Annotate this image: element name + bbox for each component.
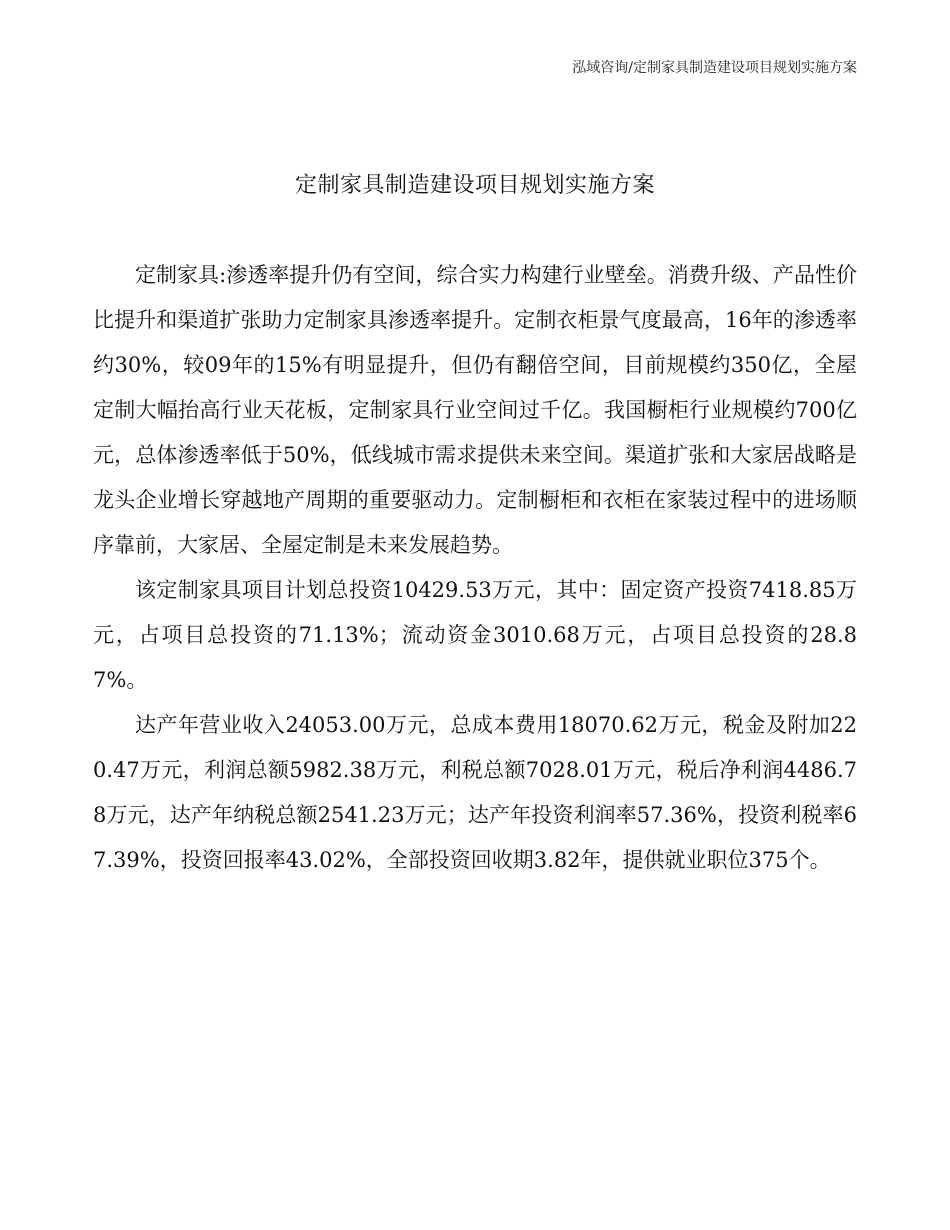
paragraph-financials: 达产年营业收入24053.00万元，总成本费用18070.62万元，税金及附加220.47万元，利润总额5982.38万元，利税总额7028.01万元，税后净利润4486.78万元，达产年纳税总额2541.23万元；达产年投资利润率57.36%，投资利税率67.39%，投资回报率43.02%，全部投资回收期3.82年，提供就业职位375个。 <box>93 713 857 872</box>
document-body <box>93 253 857 883</box>
paragraph-investment: 该定制家具项目计划总投资10429.53万元，其中：固定资产投资7418.85万元，占项目总投资的71.13%；流动资金3010.68万元，占项目总投资的28.87%。 <box>93 578 857 692</box>
running-header: 泓域咨询/定制家具制造建设项目规划实施方案 <box>572 60 857 76</box>
paragraph-industry-overview: 定制家具:渗透率提升仍有空间，综合实力构建行业壁垒。消费升级、产品性价比提升和渠道扩张助力定制家具渗透率提升。定制衣柜景气度最高，16年的渗透率约30%，较09年的15%有明显提升，但仍有翻倍空间，目前规模约350亿，全屋定制大幅抬高行业天花板，定制家具行业空间过千亿。我国橱柜行业规模约700亿元，总体渗透率低于50%，低线城市需求提供未来空间。渠道扩张和大家居战略是龙头企业增长穿越地产周期的重要驱动力。定制橱柜和衣柜在家装过程中的进场顺序靠前，大家居、全屋定制是未来发展趋势。 <box>93 263 857 557</box>
document-title: 定制家具制造建设项目规划实施方案 <box>294 173 655 198</box>
